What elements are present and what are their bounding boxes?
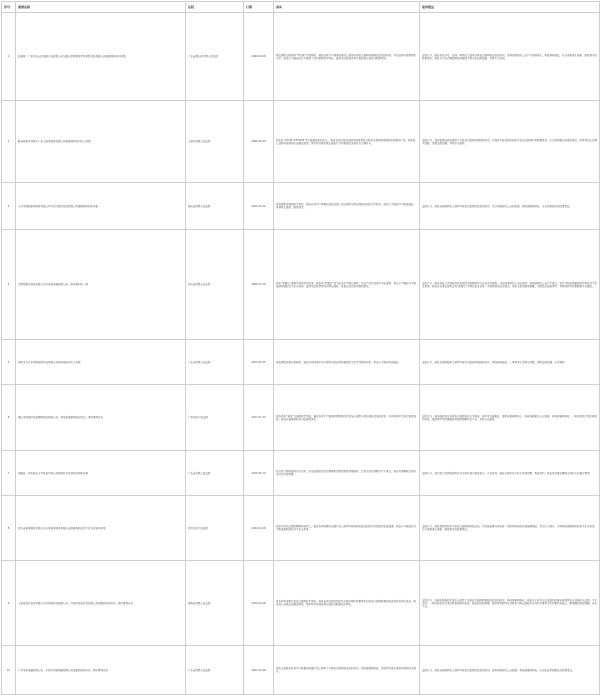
cell-court: 四川知识产权法院 <box>186 496 244 561</box>
cell-case-name: 张福根、广州市白云区田园实业有限公司与佛山市顺德区罗汉蒸熟食品有限公司侵害商标权纠纷案 <box>16 13 186 101</box>
header-case-name: 案例名称 <box>16 2 186 13</box>
table-row <box>2 183 600 230</box>
cell-no: 7 <box>2 451 16 496</box>
table-row <box>2 340 600 385</box>
table-row <box>2 646 600 695</box>
cell-court: 广东省高级人民法院 <box>186 340 244 385</box>
cell-facts: 原告拥有注册商标“罗汉果”系列商标，被告在其生产销售的商品上使用与原告注册商标相同或近似的标识，并在宣传中使用相关文字，原告认为被告的行为侵犯了其注册商标专用权，遂诉至法院请求判令被告停止侵权并赔偿损失。 <box>274 13 420 101</box>
cell-reason: 法院认为，被告未经许可，在同一种商品上使用与原告注册商标近似的标识，容易导致相关公众产生混淆误认，构成商标侵权，应当承担停止侵害、赔偿损失的民事责任。被告关于其合理使用的抗辩缺乏事实和法律依据，本院不予采纳。 <box>420 13 600 101</box>
cell-date: 2010.11.10 <box>244 183 274 230</box>
header-court: 法院 <box>186 2 244 13</box>
table-header-row <box>2 2 600 13</box>
cell-no: 9 <box>2 561 16 646</box>
header-no: 序号 <box>2 2 16 13</box>
cell-reason: 法院认为，被告销售的商品使用了与原告注册商标相同的标识，且被告不能证明该商品系其合法取得并说明提供者，应当承担相应的侵权责任。原审判决认定事实清楚，适用法律正确，本院予以维持。 <box>420 101 600 183</box>
cell-case-name: 四川省某某酒业有限公司与某某某贸易有限公司侵害商标权及不正当竞争纠纷案 <box>16 496 186 561</box>
cell-no: 1 <box>2 13 16 101</box>
cell-case-name: 合肥荣事达电机有限公司与某某电器有限公司、陈某某纠纷一案 <box>16 230 186 340</box>
cell-facts: 原告“荣事达”商标具有较高知名度，被告将“荣事达”作为企业字号登记使用，并在产品及宣传中突出使用，原告认为被告行为构成商标侵权及不正当竞争，遂诉至法院请求判令停止侵权、变更企业名称并赔偿损失。 <box>274 230 420 340</box>
table-row <box>2 385 600 451</box>
cell-case-name: 义乌市国际欧尚商贸有限公司与武汉德汉食品有限公司侵害商标权纠纷案 <box>16 183 186 230</box>
cell-date: 2019.09.18 <box>244 561 274 646</box>
cell-no: 2 <box>2 101 16 183</box>
cell-facts: 原告系“LOUIS VUITTON”等注册商标的权利人，被告在其经营的店铺中销售带有与原告注册商标相同标识的箱包产品，原告经公证购买取得相关证据后起诉，请求判令被告停止侵权行为并赔偿经济损失及合理开支。 <box>274 101 420 183</box>
table-row <box>2 230 600 340</box>
cell-date: 1999.02.26 <box>244 13 274 101</box>
cell-no: 4 <box>2 230 16 340</box>
header-date: 日期 <box>244 2 274 13</box>
case-table <box>1 1 600 695</box>
cell-case-name: 路易威登马利蒂与广州上海某贸易有限公司侵害商标权纠纷上诉案 <box>16 101 186 183</box>
table-row <box>2 561 600 646</box>
cell-case-name: 周国民、李兆刚与江苏某某市场公司商标权许可使用合同纠纷案 <box>16 451 186 496</box>
cell-reason: 法院认为，被告使用的标识与原告注册商标构成近似，且包装装潢与原告有一定影响的商品包装装潢相近，足以引人误认，分别构成侵害商标权和不正当竞争，应当承担停止侵害、赔偿损失的民事责任。 <box>420 496 600 561</box>
cell-reason: 法院认为，双方签订的商标使用许可合同系真实意思表示，合法有效，被告未按约定支付许可使用费，构成违约，原告有权要求解除合同并支付相应费用。 <box>420 451 600 496</box>
cell-case-name: 佛山市南海区某某塑胶制品有限公司、林某某侵害商标权纠纷二审民事判决书 <box>16 385 186 451</box>
table-row <box>2 496 600 561</box>
cell-court: 湖南省高级人民法院 <box>186 561 244 646</box>
cell-court: 广东省佛山市中级人民法院 <box>186 13 244 101</box>
cell-court: 四川省高级人民法院 <box>186 230 244 340</box>
cell-reason: 法院认为，被告在相同服务上使用与原告注册商标相同的标识，构成商标侵权，一审判决认定事实清楚，适用法律正确，应予维持。 <box>420 340 600 385</box>
cell-date: 2008.12.19 <box>244 230 274 340</box>
cell-reason: 法院认为，被告在相同商品上使用与原告注册商标近似的标识，容易导致相关公众混淆，构成侵害商标权，应当依法承担相应的民事责任。 <box>420 646 600 695</box>
table-row <box>2 451 600 496</box>
table-row <box>2 13 600 101</box>
cell-reason: 法院认为，被告在相同商品上使用与原告注册商标近似的标识，足以导致相关公众的混淆，构成侵害商标权，应当承担相应的民事责任。 <box>420 183 600 230</box>
table-row <box>2 101 600 183</box>
cell-facts: 原告系知名白酒品牌商标权利人，被告在其销售的白酒产品上使用与原告商标近似的标识及相近的包装装潢，原告认为被告的行为构成商标侵权及不正当竞争。 <box>274 496 420 561</box>
cell-no: 6 <box>2 385 16 451</box>
cell-court: 广东省高级人民法院 <box>186 451 244 496</box>
cell-date: 2021.05.28 <box>244 646 274 695</box>
cell-case-name: 上海某某化妆品有限公司与某某科技有限公司、沈阳市某某百货有限公司侵害商标权纠纷二审民事判决书 <box>16 561 186 646</box>
header-reason: 裁判理由 <box>420 2 600 13</box>
cell-reason: 法院认为，被诉侵权标识与原告注册商标在文字构成、呼叫等方面相近，使用在相同商品上，容易导致相关公众混淆，构成侵害商标权。一审法院综合考虑商标知名度、侵权情节等因素确定的赔偿数额并无不当，本院予以维持。 <box>420 385 600 451</box>
cell-date: 2017.07.10 <box>244 385 274 451</box>
cell-facts: 原告享有涉案化妆品注册商标专用权，被告在其经营的网店及实体店铺中销售带有与原告注册商标相同或近似标识的化妆品，原告经公证保全证据后起诉，请求判令各被告停止侵权并赔偿经济损失。 <box>274 561 420 646</box>
cell-case-name: 广东某某电器有限公司、东莞市某某电器有限公司侵害商标权纠纷二审民事判决书 <box>16 646 186 695</box>
cell-court: 广州知识产权法院 <box>186 385 244 451</box>
cell-facts: 原告主张被告在其生产销售的电器产品上使用了与原告注册商标近似的标识，构成侵害商标权，请求判令停止侵权并赔偿经济损失。 <box>274 646 420 695</box>
cell-no: 8 <box>2 496 16 561</box>
cell-date: 2022.04.26 <box>244 496 274 561</box>
cell-date: 2013.06.30 <box>244 340 274 385</box>
cell-court: 湖北省高级人民法院 <box>186 183 244 230</box>
cell-reason: 法院认为，各被告销售的化妆品上使用了与原告注册商标相同或近似的标识，构成侵害商标权。被告关于其系合法来源的抗辩未能提供充分证据予以证明，不予支持。一审法院在综合考虑原告商标知名度、被告的经营规模、侵权持续时间以及原告为制止侵权所支付的合理开支等因素的基础上，酌情确定赔偿数额，并无不当。 <box>420 561 600 646</box>
header-facts: 事实 <box>274 2 420 13</box>
cell-reason: 法院认为，被告将他人具有较高知名度的注册商标作为企业字号使用，并在同类商品上突出使用，容易使相关公众产生误认，其行为构成侵害商标专用权及不正当竞争。被告应当停止使用含有“荣事达”字样的企业名称，并赔偿原告经济损失。原告主张的赔偿数额，本院结合侵权情节、持续时间等因素酌情予以确定。 <box>420 230 600 340</box>
cell-date: 2015.05.19 <box>244 451 274 496</box>
cell-court: 上海市高级人民法院 <box>186 101 244 183</box>
cell-date: 2005.06.29 <box>244 101 274 183</box>
cell-no: 3 <box>2 183 16 230</box>
cell-facts: 原告享有“某某”注册商标专用权，被告在其生产销售的塑胶制品及包装上使用与原告商标近似的标识，并在网络平台进行销售宣传，原告以侵害商标权为由提起诉讼。 <box>274 385 420 451</box>
cell-case-name: 商标宝与北京某某网络科技有限公司商标侵权纠纷上诉案 <box>16 340 186 385</box>
cell-facts: 原告拥有涉案注册商标，被告在其网络平台中使用与原告商标相同的文字作为服务名称，原告认为被告构成侵权。 <box>274 340 420 385</box>
cell-facts: 双方签订商标使用许可合同，约定由被告在约定期限和范围内使用涉案商标，后双方就合同履行产生争议，原告诉请解除合同并支付许可使用费。 <box>274 451 420 496</box>
cell-no: 5 <box>2 340 16 385</box>
cell-facts: 原告拥有涉案商标专用权，被告在其生产销售的食品包装上突出使用与原告商标近似的文字标识，原告认为被告行为构成侵权，诉请停止侵权、赔偿损失。 <box>274 183 420 230</box>
cell-court: 广东省高级人民法院 <box>186 646 244 695</box>
cell-no: 10 <box>2 646 16 695</box>
